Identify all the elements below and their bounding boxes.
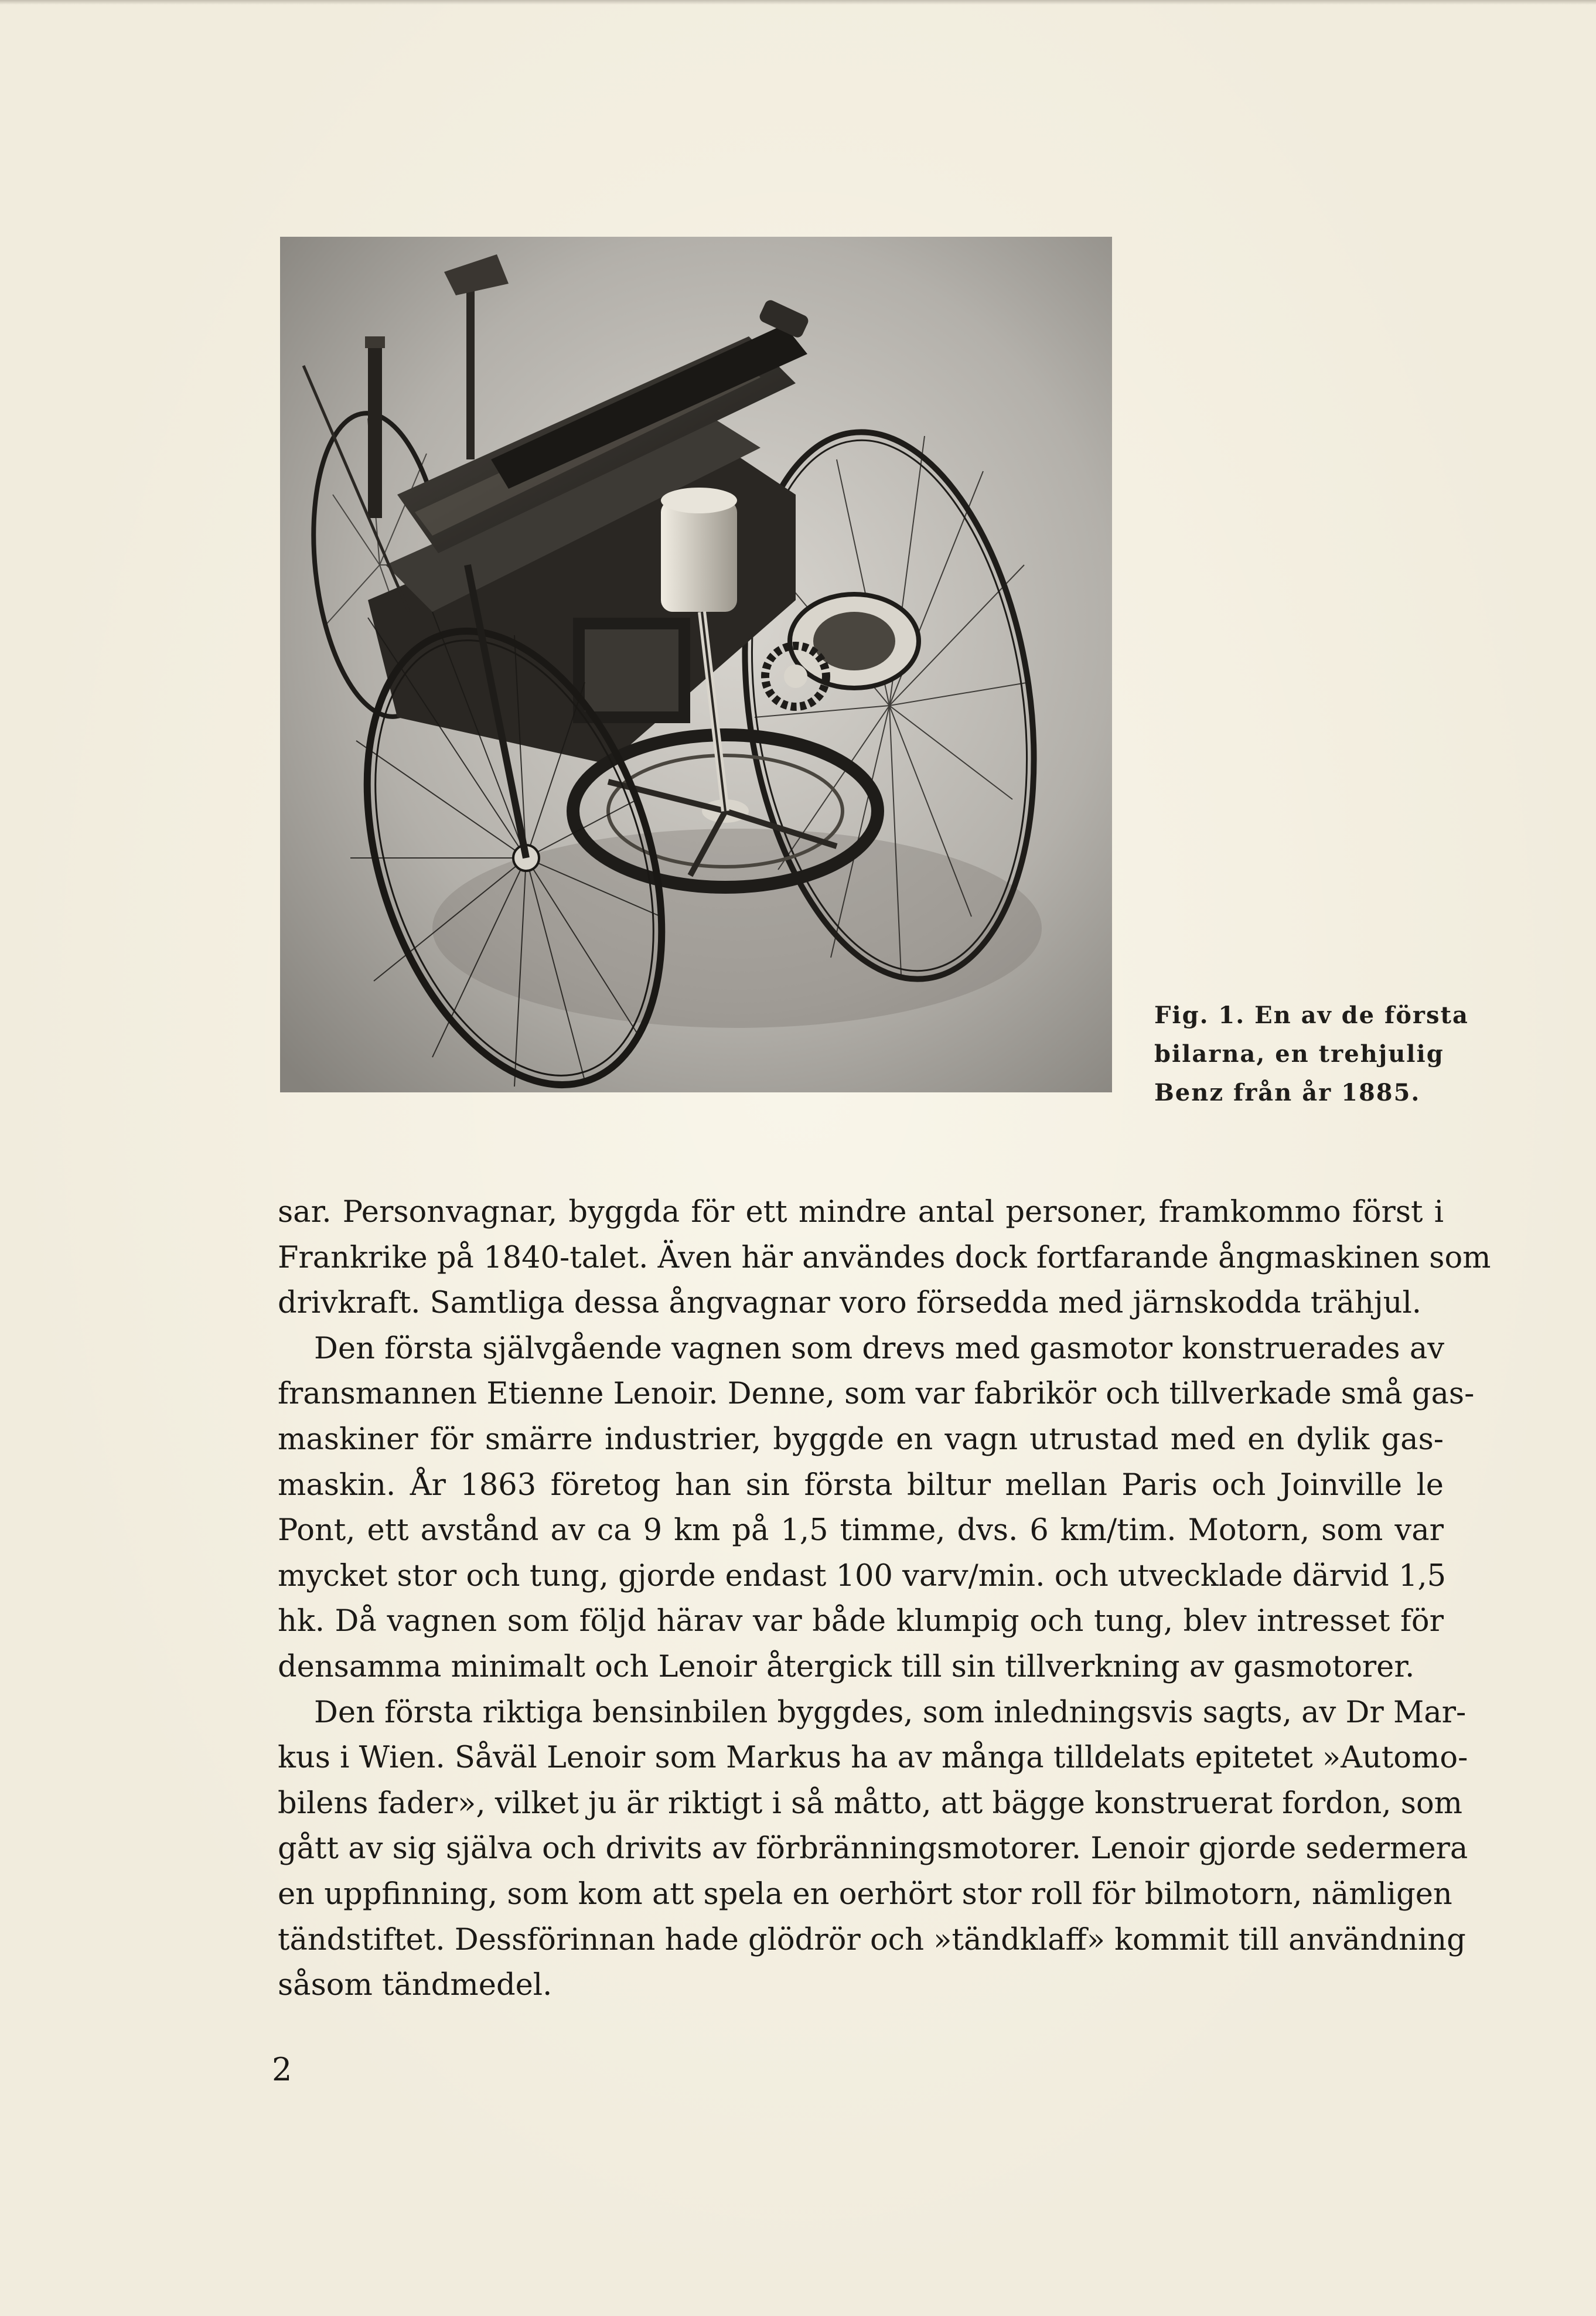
text-line: fransmannen Etienne Lenoir. Denne, som var fabrikör och tillverkade små gas- — [278, 1377, 1475, 1412]
caption-line: Fig. 1. En av de första — [1154, 1002, 1469, 1029]
benz-tricycle-photo — [280, 237, 1112, 1092]
text-line: densamma minimalt och Lenoir återgick till sin tillverkning av gasmotorer. — [278, 1649, 1415, 1684]
text-line: kus i Wien. Såväl Lenoir som Markus ha av många tilldelats epitetet »Automo- — [278, 1741, 1468, 1776]
page-top-edge — [0, 0, 1596, 5]
text-line: drivkraft. Samtliga dessa ångvagnar voro försedda med järnskodda trähjul. — [278, 1286, 1421, 1321]
page-number: 2 — [272, 2051, 292, 2088]
text-line: tändstiftet. Dessförinnan hade glödrör och »tändklaff» kommit till användning — [278, 1922, 1466, 1957]
text-line: såsom tändmedel. — [278, 1968, 553, 2003]
text-line: Frankrike på 1840-talet. Även här användes dock fortfarande ångmaskinen som — [278, 1240, 1491, 1275]
text-line: maskin. År 1863 företog han sin första biltur mellan Paris och Joinville le — [278, 1467, 1444, 1503]
text-line: gått av sig själva och drivits av förbränningsmotorer. Lenoir gjorde sedermera — [278, 1831, 1468, 1867]
figure-caption — [1154, 996, 1482, 1112]
body-text — [278, 1190, 1491, 2008]
text-line: Den första självgående vagnen som drevs med gasmotor konstruerades av — [314, 1331, 1445, 1366]
text-line: sar. Personvagnar, byggda för ett mindre antal personer, framkommo först i — [278, 1195, 1444, 1229]
caption-line: bilarna, en trehjulig — [1154, 1040, 1444, 1068]
text-line: Den första riktiga bensinbilen byggdes, som inledningsvis sagts, av Dr Mar- — [314, 1695, 1467, 1730]
text-line: Pont, ett avstånd av ca 9 km på 1,5 timme, dvs. 6 km/tim. Motorn, som var — [278, 1513, 1444, 1548]
caption-line: Benz från år 1885. — [1154, 1079, 1421, 1106]
text-line: hk. Då vagnen som följd härav var både klumpig och tung, blev intresset för — [278, 1604, 1444, 1639]
text-line: mycket stor och tung, gjorde endast 100 varv/min. och utvecklade därvid 1,5 — [278, 1558, 1447, 1593]
text-line: maskiner för smärre industrier, byggde en vagn utrustad med en dylik gas- — [278, 1422, 1444, 1457]
text-line: bilens fader», vilket ju är riktigt i så måtto, att bägge konstruerat fordon, som — [278, 1786, 1463, 1821]
text-line: en uppfinning, som kom att spela en oerhört stor roll för bilmotorn, nämligen — [278, 1876, 1452, 1912]
